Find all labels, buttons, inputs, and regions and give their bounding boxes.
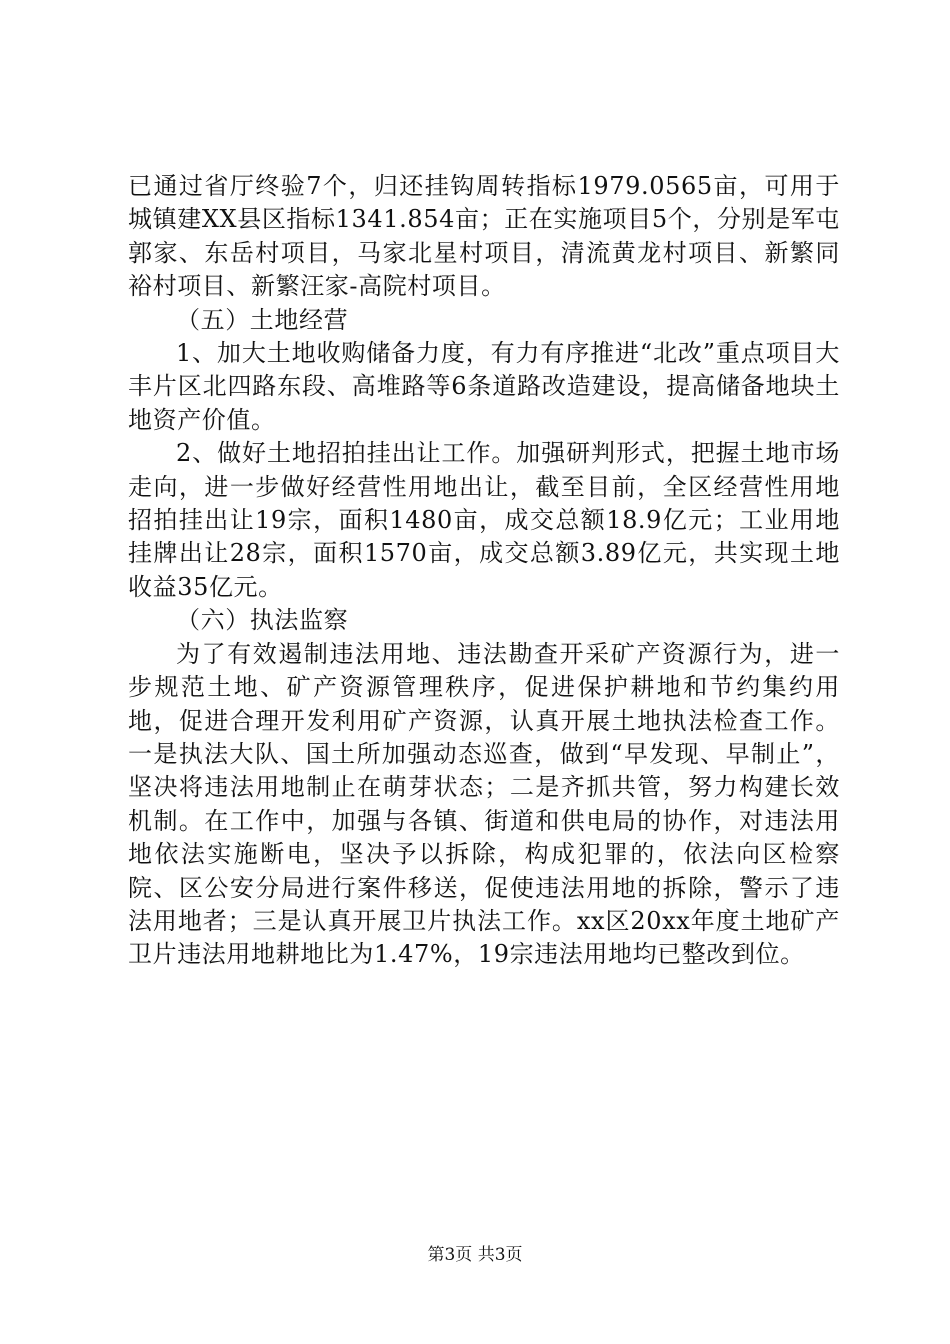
paragraph-land-acquisition: 1、加大土地收购储备力度，有力有序推进“北改”重点项目大丰片区北四路东段、高堆路等6条道路改造建设，提高储备地块土地资产价值。 (128, 339, 840, 434)
document-body (128, 170, 840, 972)
section-heading-land-operation: （五）土地经营 (176, 305, 349, 334)
paragraph-continuation: 已通过省厅终验7个，归还挂钩周转指标1979.0565亩，可用于城镇建XX县区指标1341.854亩；正在实施项目5个，分别是军屯郭家、东岳村项目，马家北星村项目，清流黄龙村项目、新繁同裕村项目、新繁汪家-高院村项目。 (128, 172, 840, 301)
paragraph-law-enforcement: 为了有效遏制违法用地、违法勘查开采矿产资源行为，进一步规范土地、矿产资源管理秩序，促进保护耕地和节约集约用地，促进合理开发利用矿产资源，认真开展土地执法检查工作。一是执法大队、国土所加强动态巡查，做到“早发现、早制止”，坚决将违法用地制止在萌芽状态；二是齐抓共管，努力构建长效机制。在工作中，加强与各镇、街道和供电局的协作，对违法用地依法实施断电，坚决予以拆除，构成犯罪的，依法向区检察院、区公安分局进行案件移送，促使违法用地的拆除，警示了违法用地者；三是认真开展卫片执法工作。xx区20xx年度土地矿产卫片违法用地耕地比为1.47%，19宗违法用地均已整改到位。 (128, 639, 840, 969)
paragraph-land-transfer: 2、做好土地招拍挂出让工作。加强研判形式，把握土地市场走向，进一步做好经营性用地出让，截至目前，全区经营性用地招拍挂出让19宗，面积1480亩，成交总额18.9亿元；工业用地挂牌出让28宗，面积1570亩，成交总额3.89亿元，共实现土地收益35亿元。 (128, 439, 840, 601)
section-heading-law-enforcement: （六）执法监察 (176, 606, 349, 635)
page-footer: 第3页 共3页 (427, 1245, 523, 1265)
